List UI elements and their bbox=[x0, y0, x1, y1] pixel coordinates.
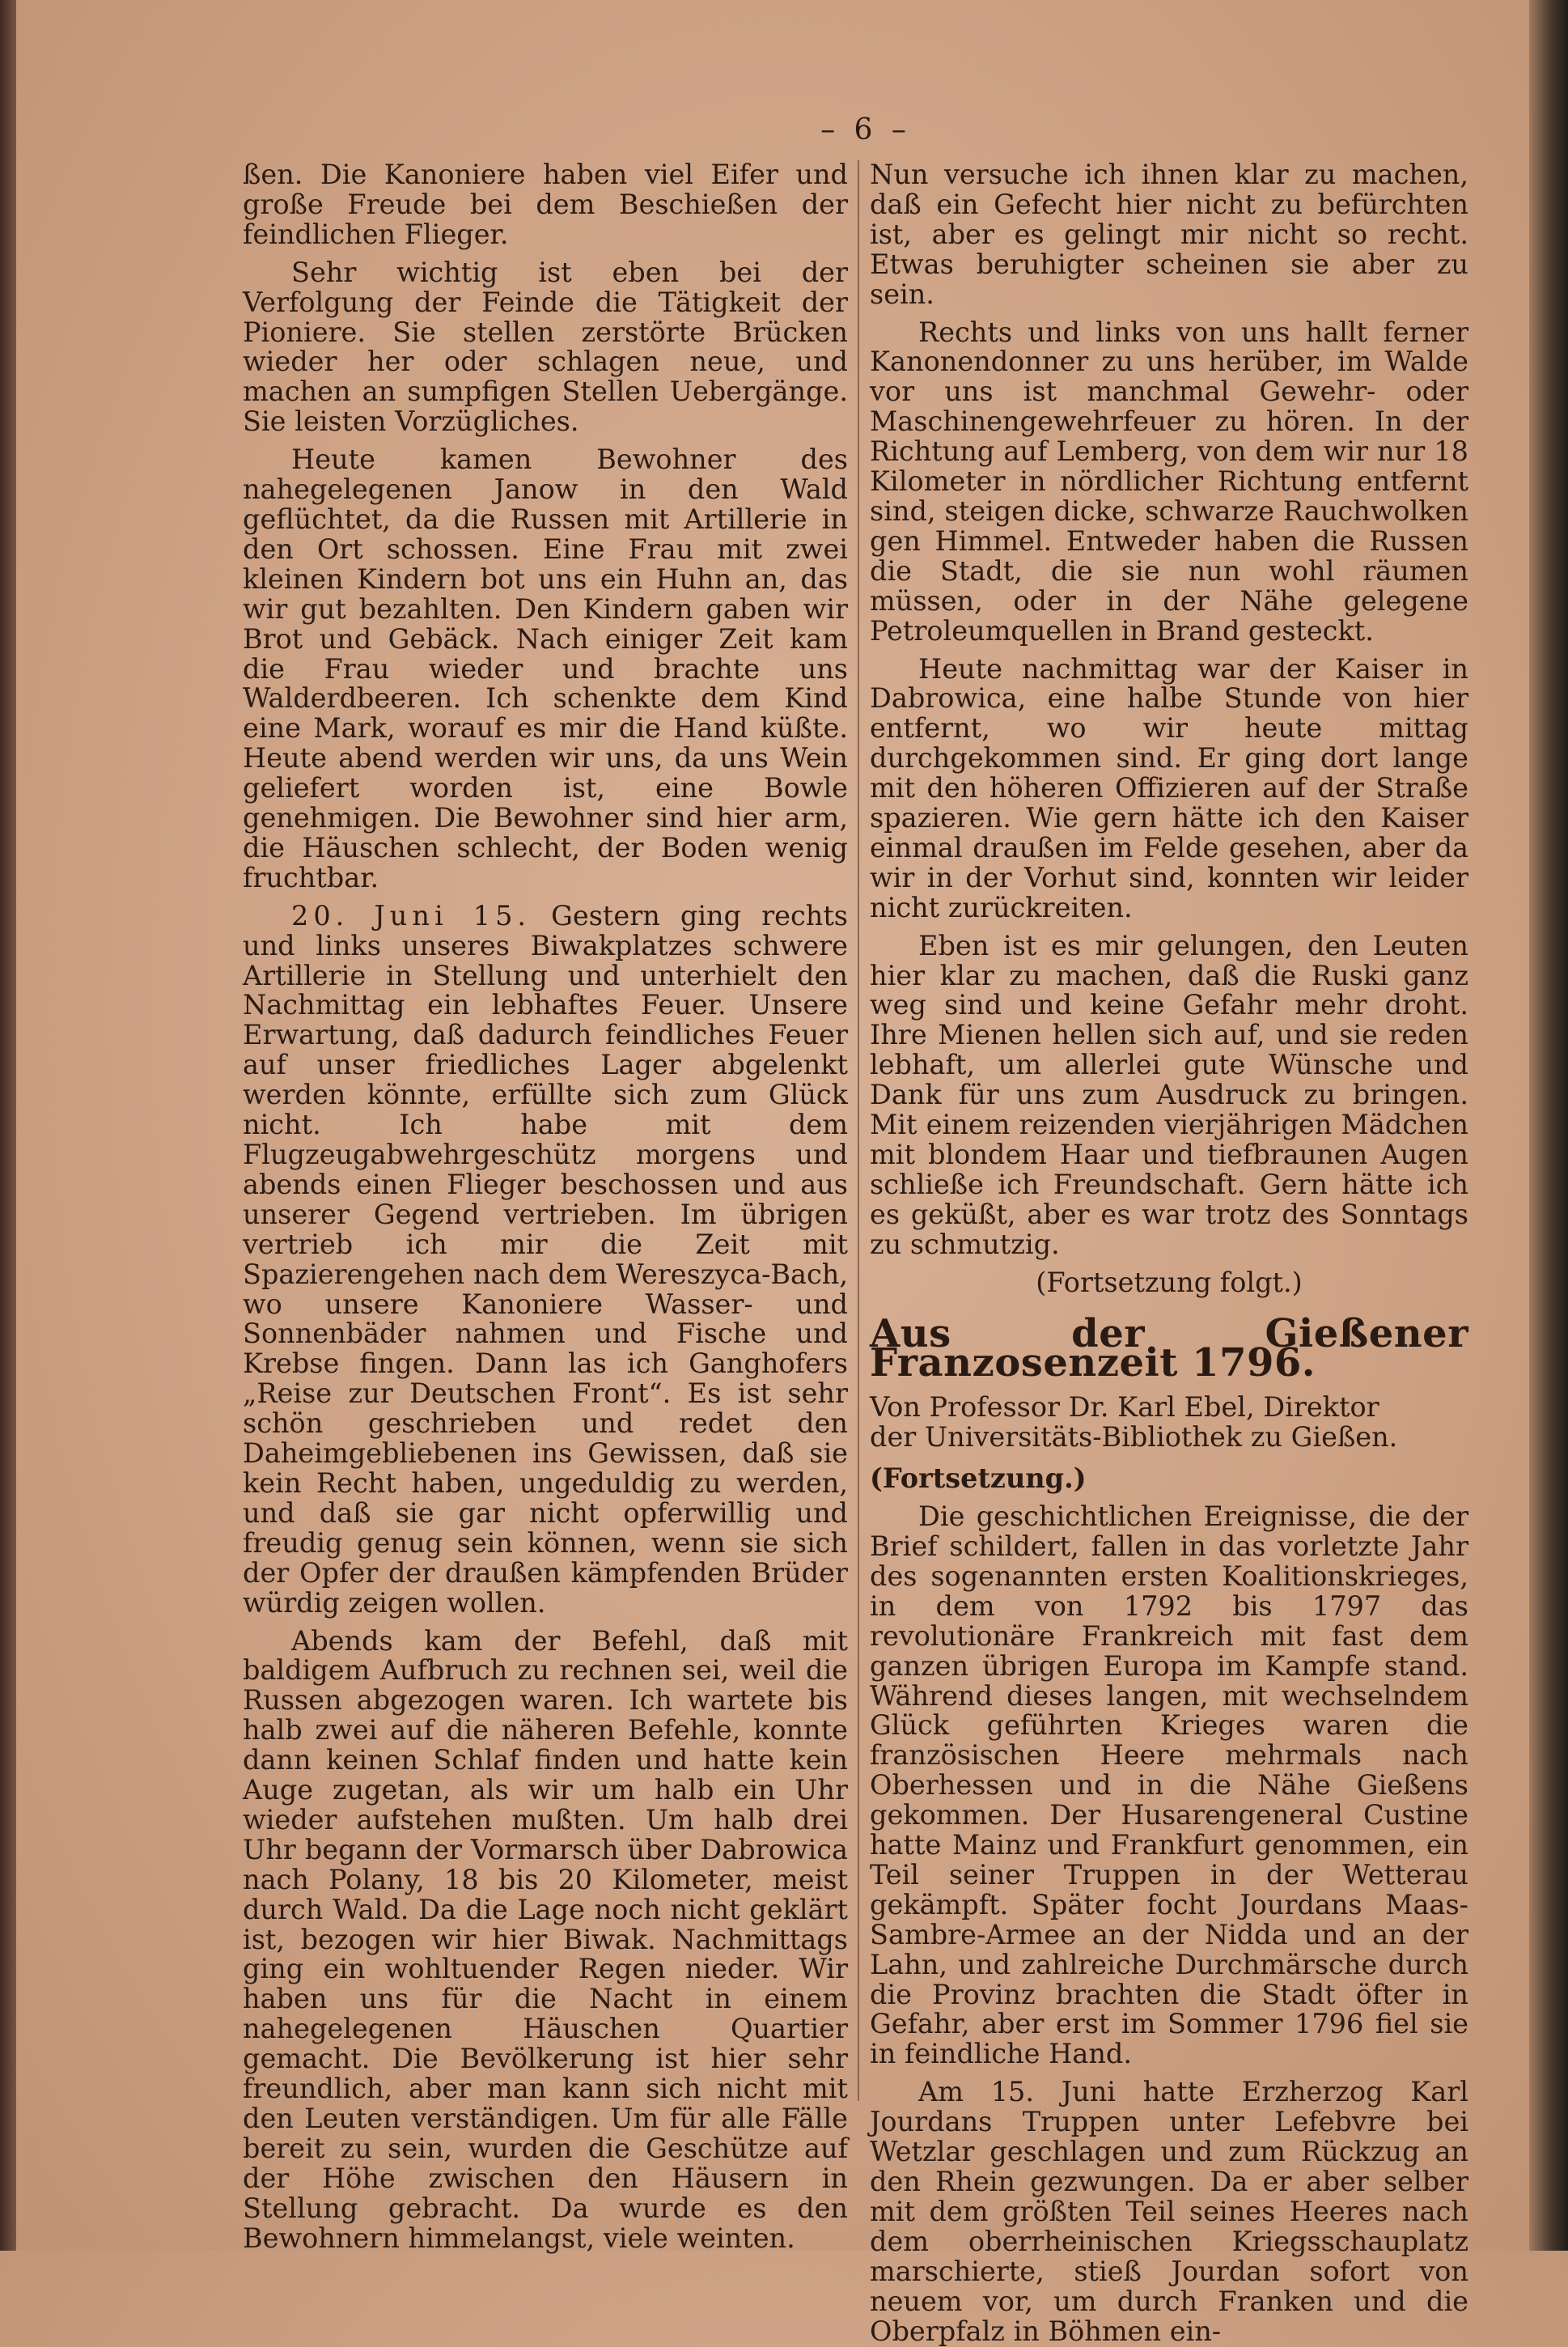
paragraph: Heute kamen Bewohner des nahegelegenen Janow in den Wald geflüchtet, da die Russen mit Artillerie in den Ort schossen. Eine Frau mit zwei kleinen Kindern bot uns ein Huhn an, das wir gut bezahlten. Den Kindern gaben wir Brot und Gebäck. Nach einiger Zeit kam die Frau wieder und brachte uns Walderdbeeren. Ich schenkte dem Kind eine Mark, worauf es mir die Hand küßte. Heute abend werden wir uns, da uns Wein geliefert worden ist, eine Bowle genehmigen. Die Bewohner sind hier arm, die Häuschen schlecht, der Boden wenig fruchtbar. bbox=[243, 444, 848, 893]
paragraph: Am 15. Juni hatte Erzherzog Karl Jourdans Truppen unter Lefebvre bei Wetzlar geschlagen und zum Rückzug an den Rhein gezwungen. Da er aber selber mit dem größten Teil seines Heeres nach dem oberrheinischen Kriegsschauplatz marschierte, stieß Jourdan sofort von neuem vor, um durch Franken und die Oberpfalz in Böhmen ein- bbox=[870, 2076, 1468, 2347]
paragraph: Abends kam der Befehl, daß mit baldigem Aufbruch zu rechnen sei, weil die Russen abgezogen waren. Ich wartete bis halb zwei auf die näheren Befehle, konnte dann keinen Schlaf finden und hatte kein Auge zugetan, als wir um halb ein Uhr wieder aufstehen mußten. Um halb drei Uhr begann der Vormarsch über Dabrowica nach Polany, 18 bis 20 Kilometer, meist durch Wald. Da die Lage noch nicht geklärt ist, bezogen wir hier Biwak. Nachmittags ging ein wohltuender Regen nieder. Wir haben uns für die Nacht in einem nahegelegenen Häuschen Quartier gemacht. Die Bevölkerung ist hier sehr freundlich, aber man kann sich nicht mit den Leuten verständigen. Um für alle Fälle bereit zu sein, wurden die Geschütze auf der Höhe zwischen den Häusern in Stellung gebracht. Da wurde es den Bewohnern himmelangst, viele weinten. bbox=[243, 1624, 848, 2254]
continuation-note: (Fortsetzung.) bbox=[870, 1462, 1087, 1495]
paragraph: Eben ist es mir gelungen, den Leuten hier klar zu machen, daß die Ruski ganz weg sind und keine Gefahr mehr droht. Ihre Mienen hellen sich auf, und sie reden lebhaft, um allerlei gute Wünsche und Dank für uns zum Ausdruck zu bringen. Mit einem reizenden vierjährigen Mädchen mit blondem Haar und tiefbraunen Augen schließe ich Freundschaft. Gern hätte ich es geküßt, aber es war trotz des Sonntags zu schmutzig. bbox=[870, 929, 1468, 1260]
book-gutter-edge bbox=[0, 0, 16, 2251]
left-column bbox=[243, 160, 848, 2254]
article-byline: Von Professor Dr. Karl Ebel, Direktor bbox=[870, 1391, 1379, 1424]
paragraph: Die geschichtlichen Ereignisse, die der Brief schildert, fallen in das vorletzte Jahr des sogenannten ersten Koalitionskrieges, in dem von 1792 bis 1797 das revolutionäre Frankreich mit fast dem ganzen übrigen Europa im Kampfe stand. Während dieses langen, mit wechselndem Glück geführten Krieges waren die französischen Heere mehrmals nach Oberhessen und in die Nähe Gießens gekommen. Der Husarengeneral Custine hatte Mainz und Frankfurt genommen, ein Teil seiner Truppen in der Wetterau gekämpft. Später focht Jourdans Maas-Sambre-Armee an der Nidda und an der Lahn, und zahlreiche Durchmärsche durch die Provinz brachten die Stadt öfter in Gefahr, aber erst im Sommer 1796 fiel sie in feindliche Hand. bbox=[870, 1500, 1468, 2070]
paragraph: Sehr wichtig ist eben bei der Verfolgung der Feinde die Tätigkeit der Pioniere. Sie stellen zerstörte Brücken wieder her oder schlagen neue, und machen an sumpfigen Stellen Uebergänge. Sie leisten Vorzügliches. bbox=[243, 256, 848, 438]
paragraph: Rechts und links von uns hallt ferner Kanonendonner zu uns herüber, im Walde vor uns ist manchmal Gewehr- oder Maschinengewehrfeuer zu hören. In der Richtung auf Lemberg, von dem wir nur 18 Kilometer in nördlicher Richtung entfernt sind, steigen dicke, schwarze Rauchwolken gen Himmel. Entweder haben die Russen die Stadt, die sie nun wohl räumen müssen, oder in der Nähe gelegene Petroleumquellen in Brand gesteckt. bbox=[870, 316, 1468, 647]
to-be-continued-note: (Fortsetzung folgt.) bbox=[1036, 1266, 1303, 1298]
paragraph: ßen. Die Kanoniere haben viel Eifer und große Freude bei dem Beschießen der feindlichen Flieger. bbox=[243, 159, 848, 250]
paragraph: Nun versuche ich ihnen klar zu machen, daß ein Gefecht hier nicht zu befürchten ist, aber es gelingt mir nicht so recht. Etwas beruhigter scheinen sie aber zu sein. bbox=[870, 159, 1468, 310]
book-binding-edge bbox=[1529, 0, 1568, 2251]
column-divider bbox=[858, 160, 859, 2101]
page-number: – 6 – bbox=[820, 113, 911, 146]
article-headline: Aus der Gießener Franzosenzeit 1796. bbox=[870, 1310, 1468, 1386]
paragraph-text: Gestern ging rechts und links unseres Biwakplatzes schwere Artillerie in Stellung und unterhielt den Nachmittag ein lebhaftes Feuer. Unsere Erwartung, daß dadurch feindliches Feuer auf unser friedliches Lager abgelenkt werden könnte, erfüllte sich zum Glück nicht. Ich habe mit dem Flugzeugabwehrgeschütz morgens und abends einen Flieger beschossen und aus unserer Gegend vertrieben. Im übrigen vertrieb ich mir die Zeit mit Spazierengehen nach dem Wereszyca-Bach, wo unsere Kanoniere Wasser- und Sonnenbäder nahmen und Fische und Krebse fingen. Dann las ich Ganghofers „Reise zur Deutschen Front“. Es ist sehr schön geschrieben und redet den Daheimgebliebenen ins Gewissen, daß sie kein Recht haben, ungeduldig zu werden, und daß sie gar nicht opferwillig und freudig genug sein können, wenn sie sich der Opfer der draußen kämpfenden Brüder würdig zeigen wollen. bbox=[243, 899, 848, 1619]
dated-paragraph bbox=[243, 899, 848, 1619]
diary-date: 20. Juni 15. bbox=[291, 899, 532, 932]
article-byline-affiliation: der Universitäts-Bibliothek zu Gießen. bbox=[870, 1421, 1398, 1454]
paragraph: Heute nachmittag war der Kaiser in Dabrowica, eine halbe Stunde von hier entfernt, wo wir heute mittag durchgekommen sind. Er ging dort lange mit den höheren Offizieren auf der Straße spazieren. Wie gern hätte ich den Kaiser einmal draußen im Felde gesehen, aber da wir in der Vorhut sind, konnten wir leider nicht zurückreiten. bbox=[870, 652, 1468, 923]
right-column bbox=[870, 160, 1468, 2346]
